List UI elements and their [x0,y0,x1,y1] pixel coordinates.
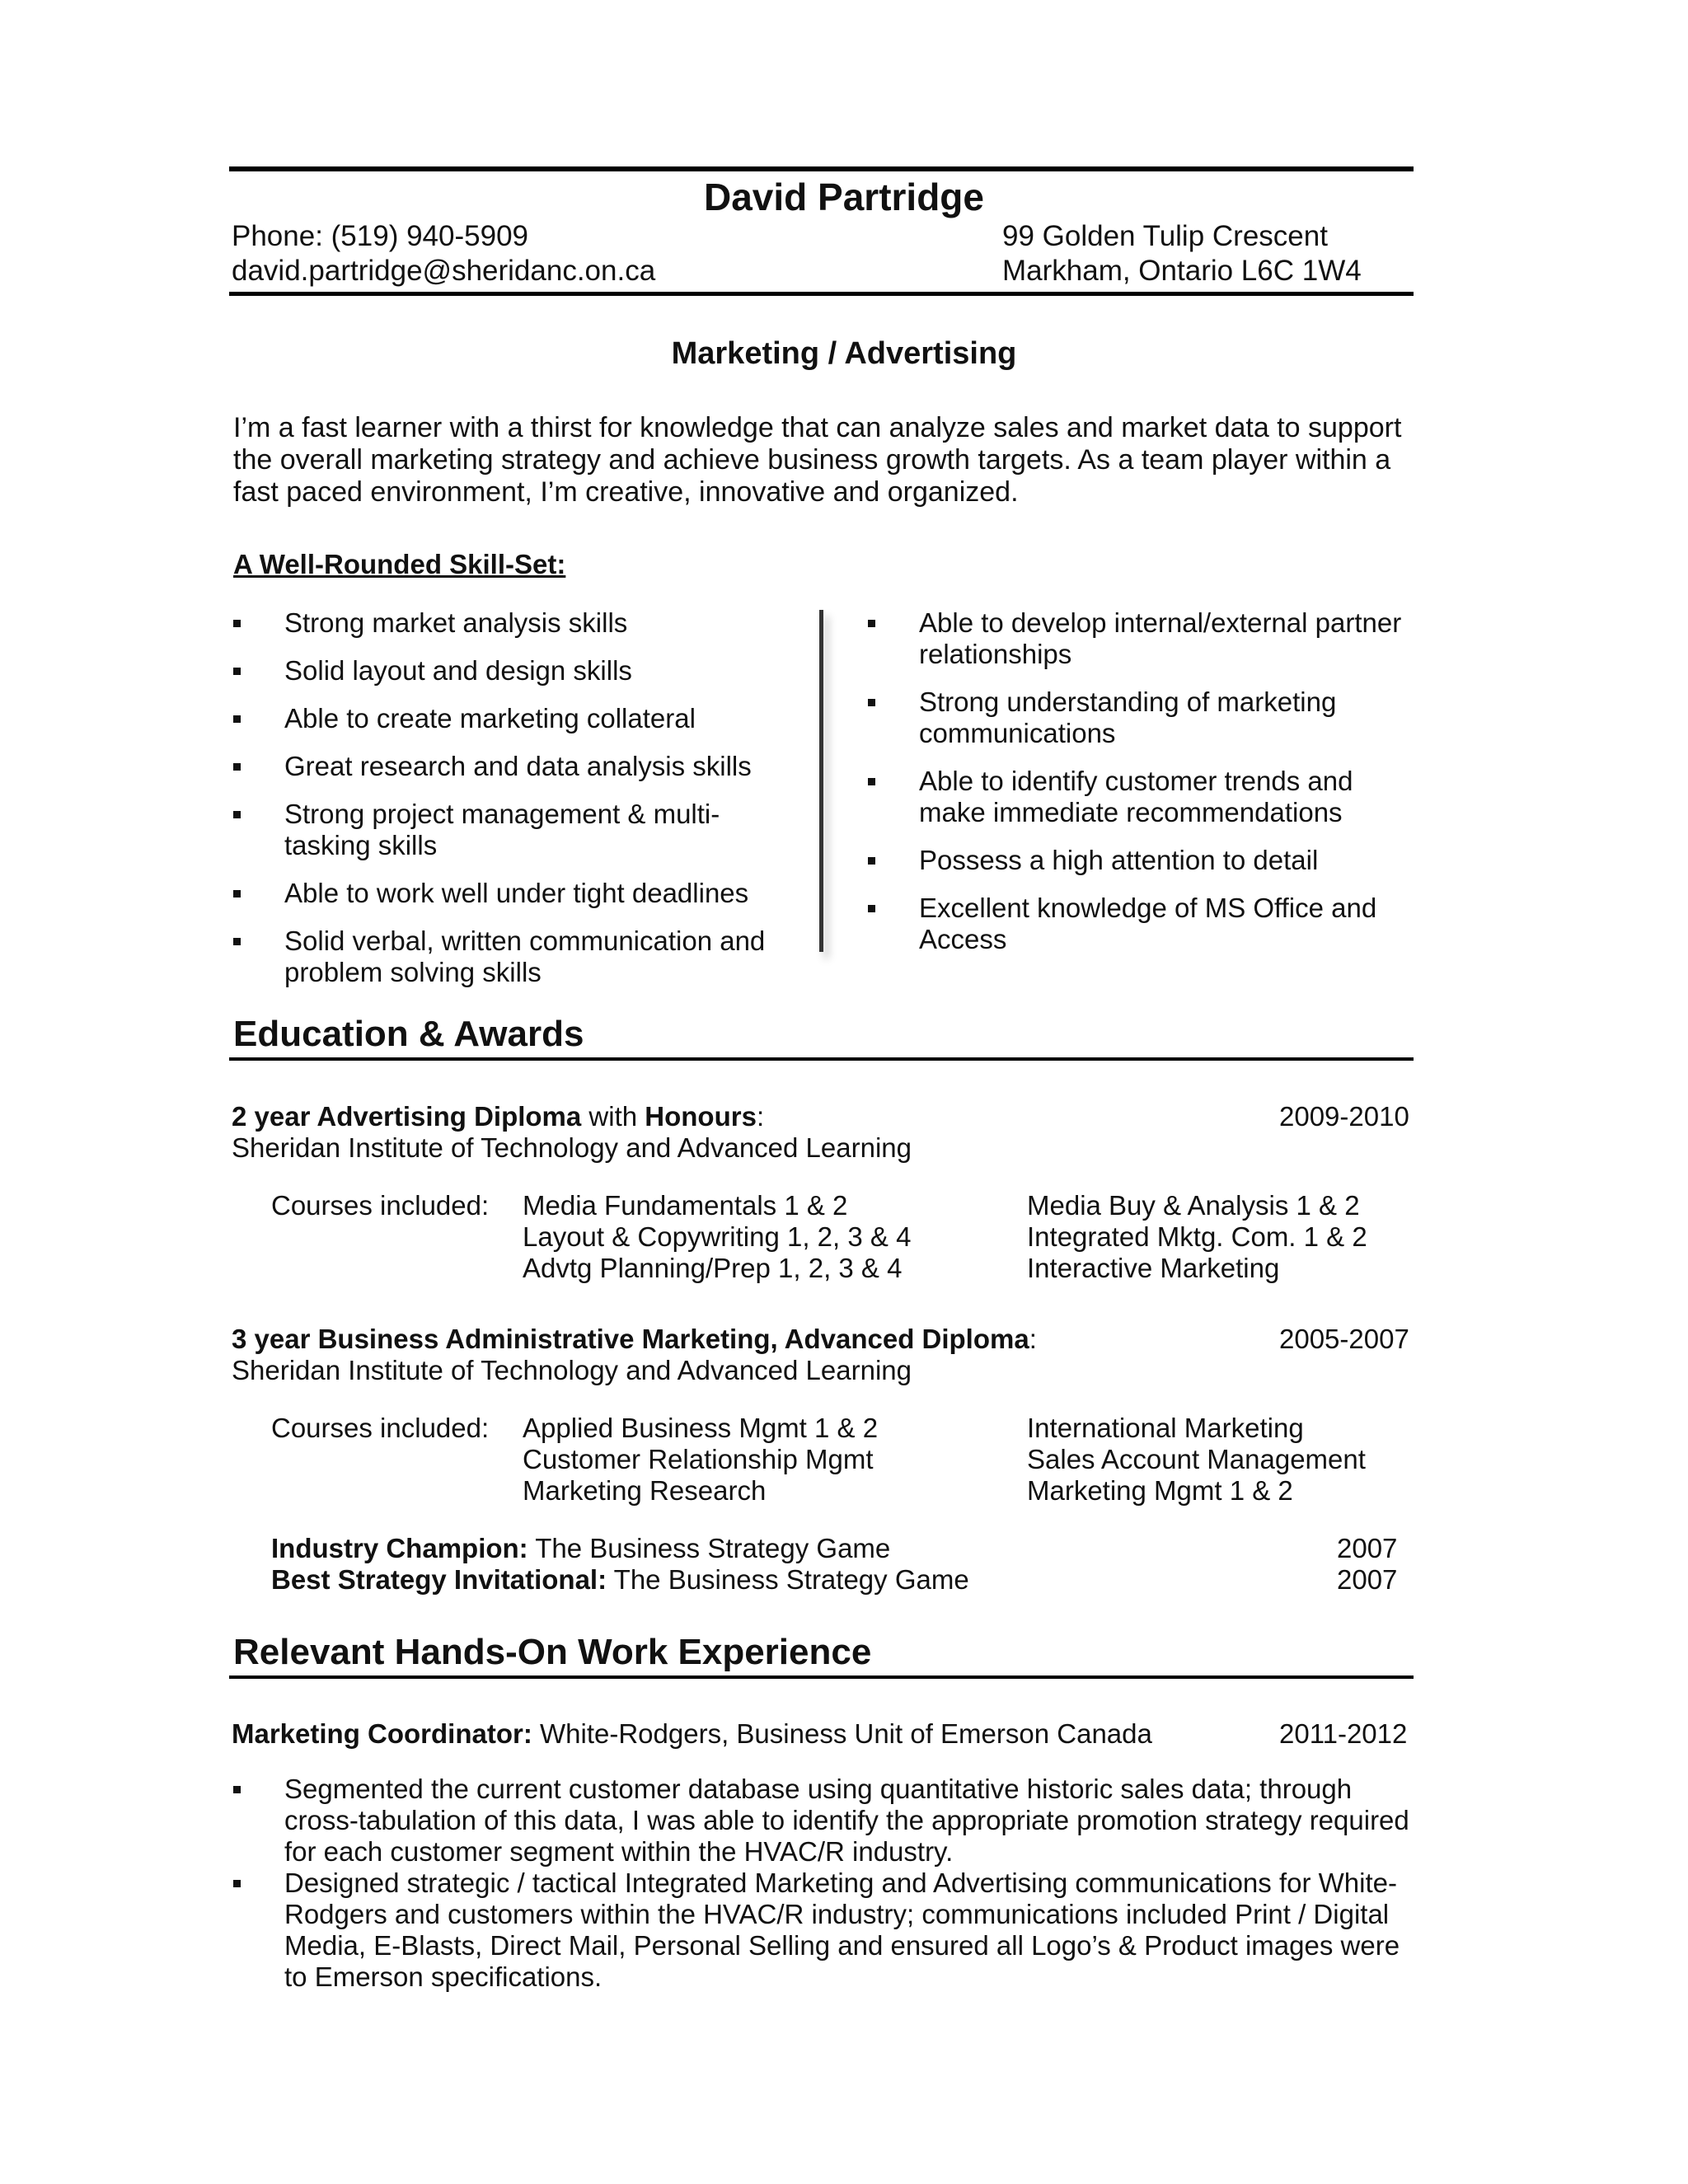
list-item: Designed strategic / tactical Integrated Marketing and Advertising communications for White-Rodgers and customers within the HVAC/R industry; communications included Print / Digital Media, E-Blasts, Direct Mail, Personal Selling and ensured all Logo’s & Product images were to Emerson specifications. [233,1868,1428,1993]
bullet-icon [233,1880,241,1887]
bullet-icon [868,699,875,706]
list-item: Excellent knowledge of MS Office and Access [868,893,1428,955]
courses-label: Courses included: [271,1413,490,1443]
diploma-1-school: Sheridan Institute of Technology and Advanced Learning [232,1132,912,1163]
bullet-icon [868,905,875,912]
skills-heading: A Well-Rounded Skill-Set: [233,549,566,579]
bullet-icon [868,857,875,865]
list-item: Strong market analysis skills [233,607,827,639]
skills-right-list [868,607,1428,972]
list-item: Strong understanding of marketing communications [868,687,1428,749]
course: Interactive Marketing [1027,1253,1280,1283]
bullet-icon [868,620,875,627]
summary-paragraph: I’m a fast learner with a thirst for knowledge that can analyze sales and market data to support the overall marketing strategy and achieve business growth targets. As a team player within a fast paced environment, I’m creative, innovative and organized. [233,412,1402,508]
course: Sales Account Management [1027,1444,1366,1474]
address-line-1: 99 Golden Tulip Crescent [1002,220,1328,252]
work-bullets [233,1774,1428,1993]
bullet-icon [233,715,241,723]
top-rule [229,166,1414,171]
skills-divider [819,610,823,952]
diploma-2-title: 3 year Business Administrative Marketing, Advanced Diploma: [232,1324,1037,1354]
course: Customer Relationship Mgmt [523,1444,874,1474]
candidate-name: David Partridge [704,176,984,218]
bullet-icon [233,1786,241,1793]
courses-label: Courses included: [271,1190,490,1221]
bullet-icon [233,938,241,945]
course: Integrated Mktg. Com. 1 & 2 [1027,1221,1367,1252]
email: david.partridge@sheridanc.on.ca [232,255,656,287]
award-2: Best Strategy Invitational: The Business Strategy Game [271,1564,969,1595]
bullet-icon [233,668,241,675]
course: Marketing Research [523,1475,767,1506]
list-item: Solid layout and design skills [233,655,827,687]
list-item: Strong project management & multi-tasking skills [233,799,827,861]
list-item: Able to develop internal/external partner relationships [868,607,1428,670]
work-rule [229,1675,1414,1679]
job-title: Marketing Coordinator: White-Rodgers, Business Unit of Emerson Canada [232,1718,1152,1749]
course: Media Buy & Analysis 1 & 2 [1027,1190,1360,1221]
diploma-1-title: 2 year Advertising Diploma with Honours: [232,1101,765,1132]
bullet-icon [233,620,241,627]
diploma-2-school: Sheridan Institute of Technology and Advanced Learning [232,1355,912,1385]
award-2-year: 2007 [1337,1564,1398,1595]
work-heading: Relevant Hands-On Work Experience [233,1632,872,1672]
list-item: Able to identify customer trends and make immediate recommendations [868,766,1428,828]
course: International Marketing [1027,1413,1304,1443]
award-1: Industry Champion: The Business Strategy Game [271,1533,891,1563]
bullet-icon [868,778,875,785]
education-heading: Education & Awards [233,1014,584,1054]
diploma-2-years: 2005-2007 [1279,1324,1409,1354]
phone: Phone: (519) 940-5909 [232,220,528,252]
award-1-year: 2007 [1337,1533,1398,1563]
course: Media Fundamentals 1 & 2 [523,1190,848,1221]
list-item: Segmented the current customer database using quantitative historic sales data; through cross-tabulation of this data, I was able to identify the appropriate promotion strategy required for each customer segment within the HVAC/R industry. [233,1774,1428,1868]
bullet-icon [233,763,241,771]
list-item: Great research and data analysis skills [233,751,827,782]
list-item: Solid verbal, written communication and problem solving skills [233,926,827,988]
course: Advtg Planning/Prep 1, 2, 3 & 4 [523,1253,903,1283]
list-item: Able to create marketing collateral [233,703,827,734]
list-item: Able to work well under tight deadlines [233,878,827,909]
course: Layout & Copywriting 1, 2, 3 & 4 [523,1221,912,1252]
bullet-icon [233,890,241,898]
skills-left-list [233,607,827,1005]
course: Marketing Mgmt 1 & 2 [1027,1475,1293,1506]
address-line-2: Markham, Ontario L6C 1W4 [1002,255,1362,287]
diploma-1-years: 2009-2010 [1279,1101,1409,1132]
header-bottom-rule [229,292,1414,296]
job-years: 2011-2012 [1279,1718,1408,1749]
course: Applied Business Mgmt 1 & 2 [523,1413,879,1443]
list-item: Possess a high attention to detail [868,845,1428,876]
bullet-icon [233,811,241,818]
education-rule [229,1057,1414,1061]
target-role: Marketing / Advertising [671,336,1017,371]
